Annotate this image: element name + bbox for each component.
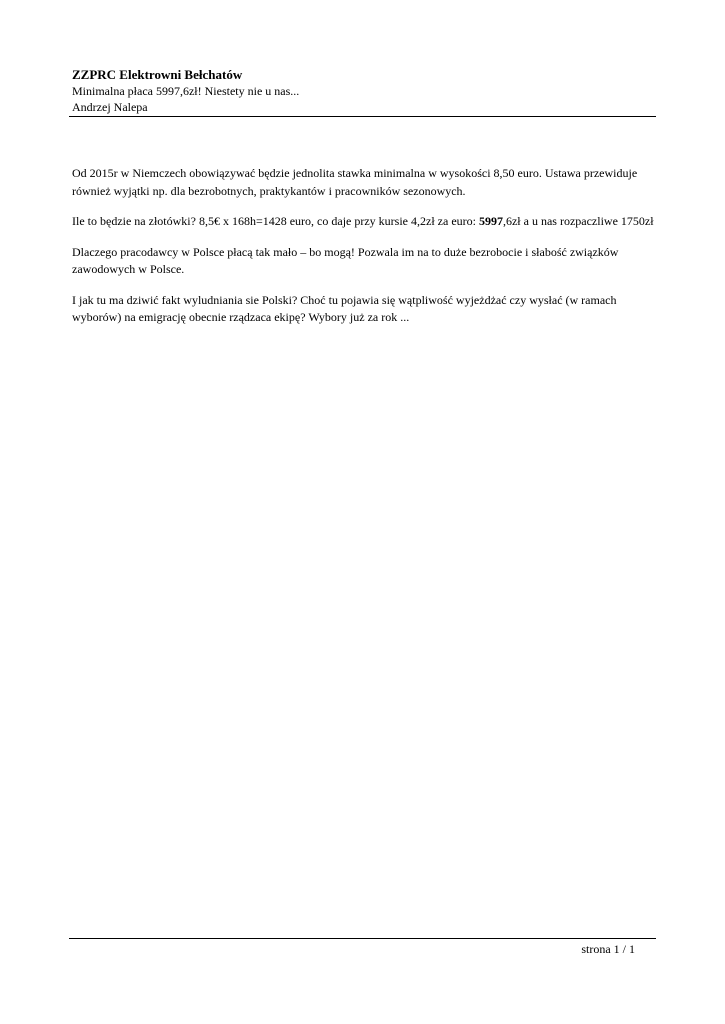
article-body	[72, 165, 656, 340]
article-title: Minimalna płaca 5997,6zł! Niestety nie u nas...	[72, 84, 300, 98]
paragraph-2	[72, 213, 656, 231]
paragraph-2-text-end: ,6zł a u nas rozpaczliwe 1750zł	[502, 214, 654, 228]
page-number: strona 1 / 1	[581, 942, 635, 956]
header-divider	[69, 116, 656, 117]
document-header	[72, 67, 656, 115]
site-title: ZZPRC Elektrowni Bełchatów	[72, 67, 243, 82]
paragraph-3: Dlaczego pracodawcy w Polsce płacą tak mało – bo mogą! Pozwala im na to duże bezrobocie i słabość związków zawodowych w Polsce.	[72, 244, 619, 276]
author-name: Andrzej Nalepa	[72, 100, 148, 114]
paragraph-1: Od 2015r w Niemczech obowiązywać będzie jednolita stawka minimalna w wysokości 8,50 euro. Ustawa przewiduje również wyjątki np. dla bezrobotnych, praktykantów i pracowników sezonowych.	[72, 166, 638, 198]
paragraph-4: I jak tu ma dziwić fakt wyludniania sie Polski? Choć tu pojawia się wątpliwość wyjeżdżać czy wysłać (w ramach wyborów) na emigrację obecnie rządzaca ekipę? Wybory już za rok ...	[72, 292, 617, 324]
paragraph-2-text-start: Ile to będzie na złotówki? 8,5€ x 168h=1428 euro, co daje przy kursie 4,2zł za euro:	[72, 214, 479, 228]
footer-divider	[69, 938, 656, 939]
paragraph-2-bold-amount: 5997	[478, 214, 503, 228]
